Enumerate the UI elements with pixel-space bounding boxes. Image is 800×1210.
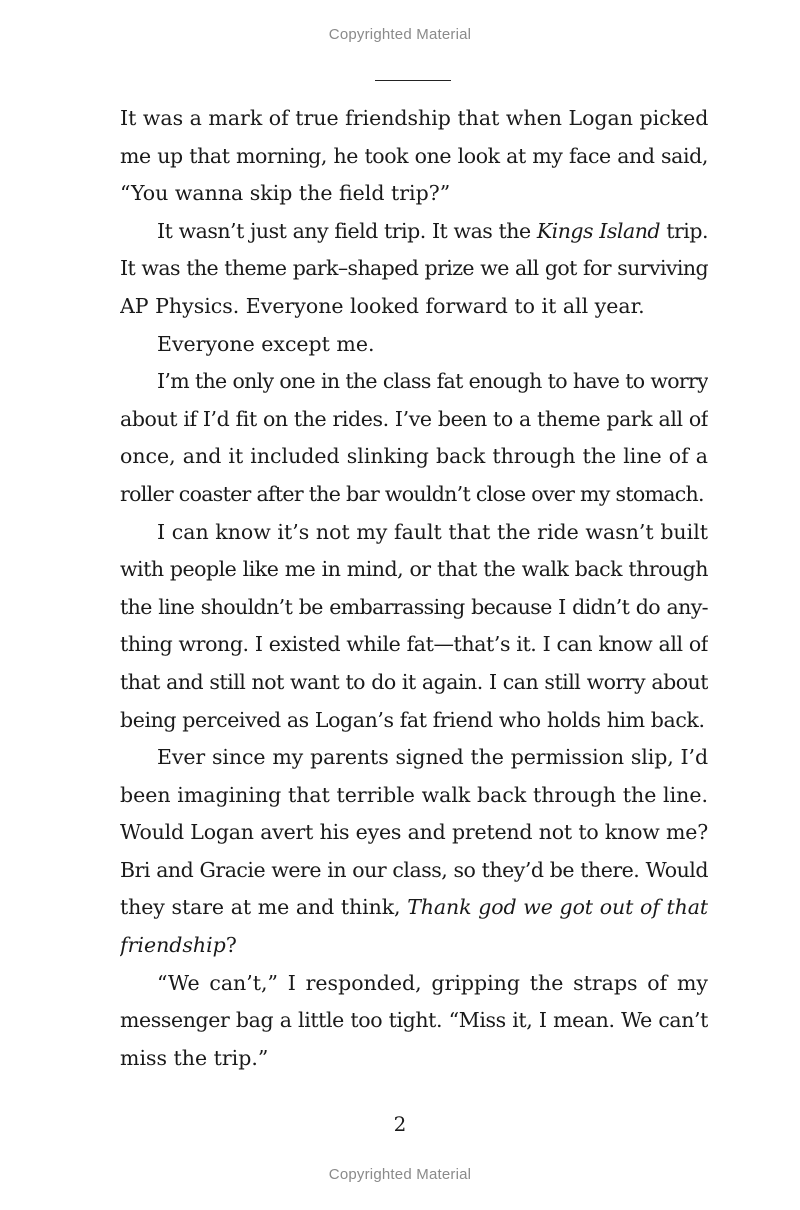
text-run: trip.: [660, 218, 708, 243]
text-line: [120, 213, 708, 251]
text-line: Everyone except me.: [157, 331, 375, 356]
text-line: AP Physics. Everyone looked forward to it all year.: [120, 293, 645, 318]
page-number: 2: [393, 1112, 407, 1136]
text-run: they stare at me and think,: [120, 895, 408, 920]
italic-thought: friendship: [120, 933, 226, 958]
text-run: It wasn’t just any field trip. It was the: [157, 218, 537, 243]
text-line: thing wrong. I existed while fat—that’s it. I can know all of: [120, 632, 708, 657]
text-line: It was a mark of true friendship that when Logan picked: [120, 106, 708, 130]
text-line: [120, 927, 708, 965]
text-line: [120, 889, 708, 927]
text-line: miss the trip.”: [120, 1045, 269, 1070]
text-line: being perceived as Logan’s fat friend who holds him back.: [120, 707, 705, 732]
text-line: “You wanna skip the field trip?”: [120, 181, 451, 206]
text-line: Bri and Gracie were in our class, so they’d be there. Would: [120, 857, 708, 882]
text-line: once, and it included slinking back through the line of a: [120, 444, 708, 469]
text-line: “We can’t,” I responded, gripping the straps of my: [157, 970, 708, 995]
chapter-rule: [375, 80, 451, 81]
page-body: [120, 100, 708, 1077]
text-line: roller coaster after the bar wouldn’t close over my stomach.: [120, 481, 704, 506]
text-line: with people like me in mind, or that the walk back through: [120, 557, 708, 582]
text-line: Ever since my parents signed the permission slip, I’d: [157, 745, 708, 770]
text-line: the line shouldn’t be embarrassing because I didn’t do any-: [120, 594, 708, 619]
text-line: Would Logan avert his eyes and pretend not to know me?: [120, 820, 708, 845]
text-line: It was the theme park–shaped prize we all got for surviving: [120, 256, 708, 281]
text-line: I can know it’s not my fault that the ride wasn’t built: [157, 519, 708, 544]
copyright-watermark-bottom: Copyrighted Material: [328, 1166, 472, 1183]
text-line: I’m the only one in the class fat enough to have to worry: [157, 369, 708, 394]
text-line: been imagining that terrible walk back through the line.: [120, 782, 708, 807]
text-line: messenger bag a little too tight. “Miss it, I mean. We can’t: [120, 1008, 708, 1033]
book-title-italic: Kings Island: [536, 218, 661, 243]
text-line: that and still not want to do it again. I can still worry about: [120, 669, 708, 694]
text-line: me up that morning, he took one look at my face and said,: [120, 143, 708, 168]
text-run: ?: [225, 933, 237, 958]
text-line: about if I’d fit on the rides. I’ve been to a theme park all of: [120, 406, 708, 431]
italic-thought: Thank god we got out of that: [407, 895, 708, 920]
copyright-watermark-top: Copyrighted Material: [328, 26, 472, 43]
